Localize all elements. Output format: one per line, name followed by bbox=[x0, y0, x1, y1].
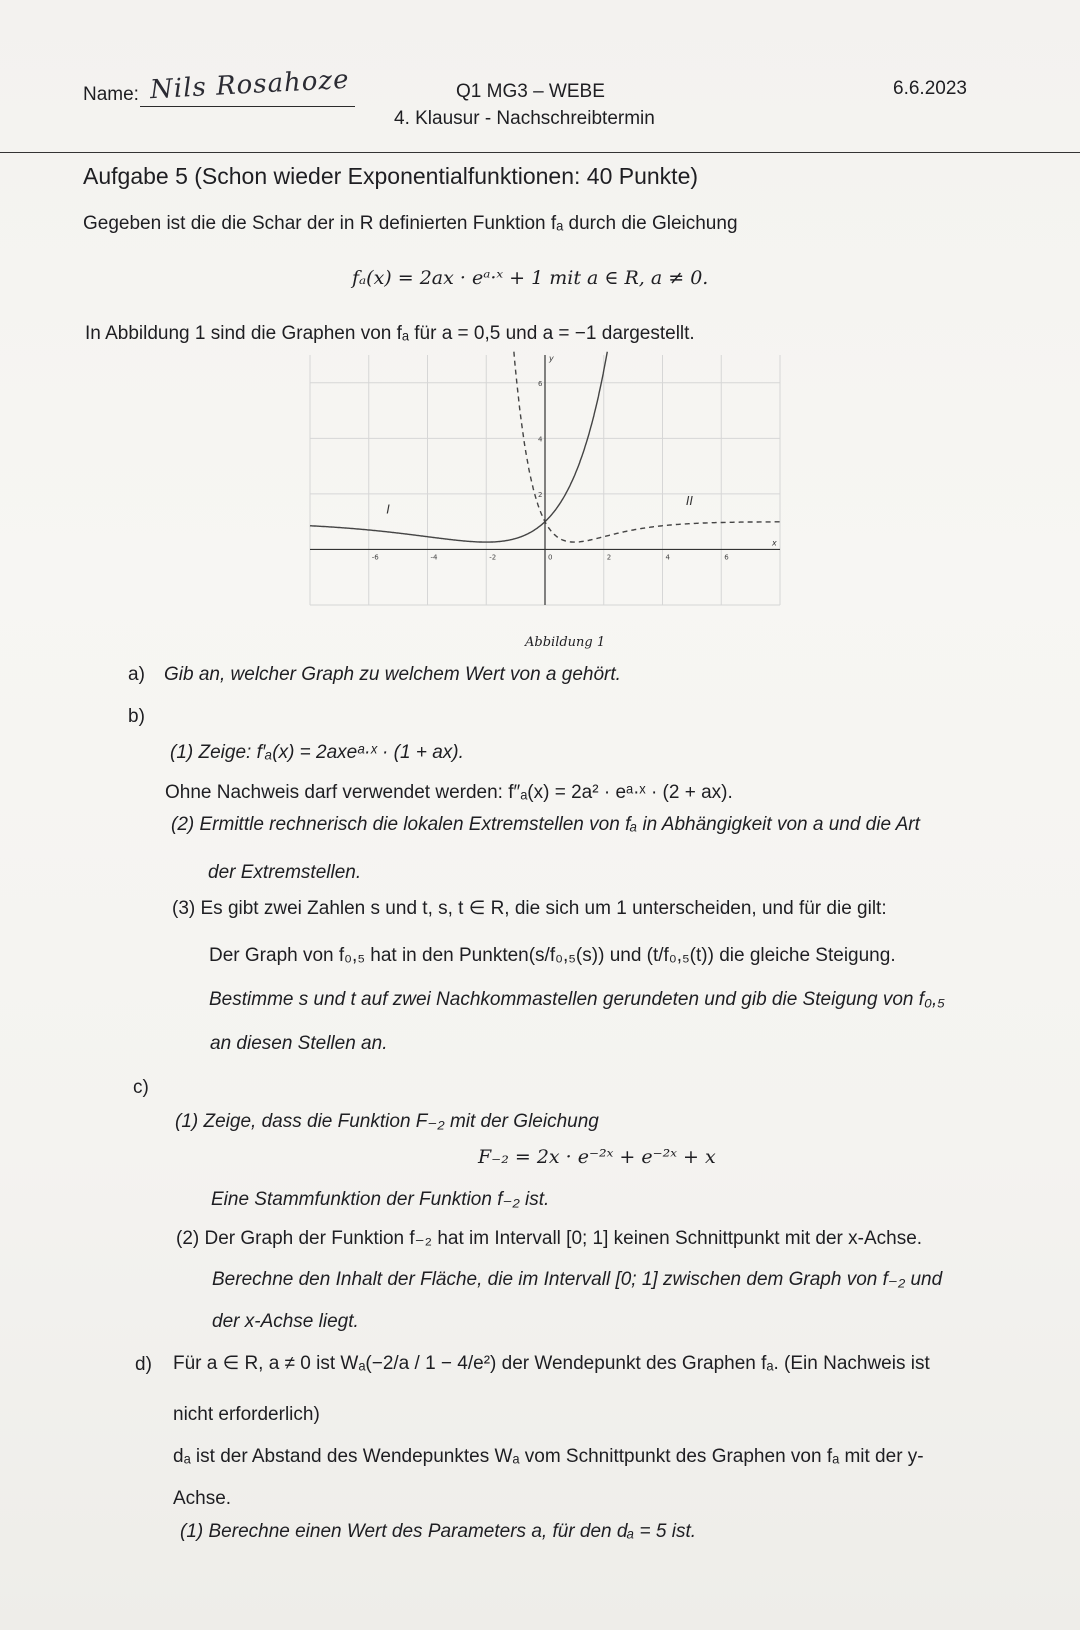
part-c2-line3: der x-Achse liegt. bbox=[212, 1311, 359, 1332]
curve-label-ii: II bbox=[686, 494, 694, 508]
part-b-note: Ohne Nachweis darf verwendet werden: f″ₐ(x) = 2a² · eᵃ·ˣ · (2 + ax). bbox=[165, 782, 733, 803]
name-label: Name: bbox=[83, 84, 139, 105]
figure-intro: In Abbildung 1 sind die Graphen von fₐ für a = 0,5 und a = −1 dargestellt. bbox=[85, 323, 695, 344]
x-tick-label: 4 bbox=[665, 553, 670, 562]
task-title: Aufgabe 5 (Schon wieder Exponentialfunktionen: 40 Punkte) bbox=[83, 163, 699, 189]
x-tick-label: 6 bbox=[724, 553, 729, 562]
curve-i bbox=[310, 352, 607, 542]
x-tick-label: -4 bbox=[430, 553, 438, 562]
function-equation: fₐ(x) = 2ax · eᵃ·ˣ + 1 mit a ∈ R, a ≠ 0. bbox=[352, 267, 709, 289]
y-tick-label: 2 bbox=[538, 490, 543, 499]
part-a-label: a) bbox=[128, 664, 145, 685]
part-c2-line2: Berechne den Inhalt der Fläche, die im Intervall [0; 1] zwischen dem Graph von f₋₂ und bbox=[212, 1269, 943, 1290]
part-d-line2: nicht erforderlich) bbox=[173, 1404, 320, 1425]
part-b3-line2: Der Graph von f₀,₅ hat in den Punkten(s/f₀,₅(s)) und (t/f₀,₅(t)) die gleiche Steigung. bbox=[209, 945, 896, 966]
part-d-line1: Für a ∈ R, a ≠ 0 ist Wₐ(−2/a / 1 − 4/e²) der Wendepunkt des Graphen fₐ. (Ein Nachweis ist bbox=[173, 1353, 930, 1374]
task-intro: Gegeben ist die die Schar der in R definierten Funktion fₐ durch die Gleichung bbox=[83, 213, 738, 234]
part-b2-line2: der Extremstellen. bbox=[208, 862, 362, 883]
part-d-label: d) bbox=[135, 1354, 152, 1375]
x-axis-label: x bbox=[772, 538, 777, 548]
x-tick-label: -2 bbox=[489, 553, 497, 562]
course-label: Q1 MG3 – WEBE bbox=[456, 81, 605, 102]
part-b3-line1: (3) Es gibt zwei Zahlen s und t, s, t ∈ R, die sich um 1 unterscheiden, und für die gilt: bbox=[172, 898, 887, 919]
part-c1-line2: Eine Stammfunktion der Funktion f₋₂ ist. bbox=[211, 1189, 550, 1210]
x-tick-label: -6 bbox=[371, 553, 379, 562]
name-line bbox=[140, 106, 355, 107]
header-divider bbox=[0, 152, 1080, 153]
part-d1: (1) Berechne einen Wert des Parameters a, für den dₐ = 5 ist. bbox=[180, 1521, 697, 1542]
y-tick-label: 4 bbox=[538, 435, 543, 444]
handwritten-name: Nils Rosahoze bbox=[149, 64, 351, 106]
part-b3-line4: an diesen Stellen an. bbox=[210, 1033, 388, 1054]
part-c1-line1: (1) Zeige, dass die Funktion F₋₂ mit der Gleichung bbox=[175, 1111, 599, 1132]
figure-caption: Abbildung 1 bbox=[525, 635, 606, 650]
part-c-label: c) bbox=[133, 1077, 149, 1098]
part-d-line3: dₐ ist der Abstand des Wendepunktes Wₐ vom Schnittpunkt des Graphen von fₐ mit der y- bbox=[173, 1446, 924, 1467]
x-tick-label: 2 bbox=[606, 553, 612, 562]
exam-label: 4. Klausur - Nachschreibtermin bbox=[394, 108, 655, 129]
part-b-label: b) bbox=[128, 706, 145, 727]
curve-label-i: I bbox=[386, 502, 390, 517]
part-b3-line3: Bestimme s und t auf zwei Nachkommastellen gerundeten und gib die Steigung von f₀,₅ bbox=[209, 989, 945, 1010]
curve-ii bbox=[514, 352, 780, 542]
part-d-line4: Achse. bbox=[173, 1488, 232, 1509]
part-a-text: Gib an, welcher Graph zu welchem Wert von a gehört. bbox=[164, 664, 621, 685]
y-axis-label: y bbox=[549, 354, 554, 363]
graph-ticks bbox=[372, 354, 777, 561]
function-graph bbox=[300, 350, 800, 620]
part-c1-equation: F₋₂ = 2x · e⁻²ˣ + e⁻²ˣ + x bbox=[478, 1146, 716, 1168]
y-tick-label: 6 bbox=[538, 379, 543, 388]
part-c2-line1: (2) Der Graph der Funktion f₋₂ hat im Intervall [0; 1] keinen Schnittpunkt mit der x-Achse. bbox=[176, 1228, 923, 1249]
part-b2-line1: (2) Ermittle rechnerisch die lokalen Extremstellen von fₐ in Abhängigkeit von a und die Art bbox=[171, 814, 920, 835]
part-b1: (1) Zeige: f′ₐ(x) = 2axeᵃ·ˣ · (1 + ax). bbox=[170, 742, 464, 763]
x-tick-label: 0 bbox=[548, 553, 553, 562]
graph-axes bbox=[310, 355, 780, 605]
exam-date: 6.6.2023 bbox=[893, 78, 967, 99]
